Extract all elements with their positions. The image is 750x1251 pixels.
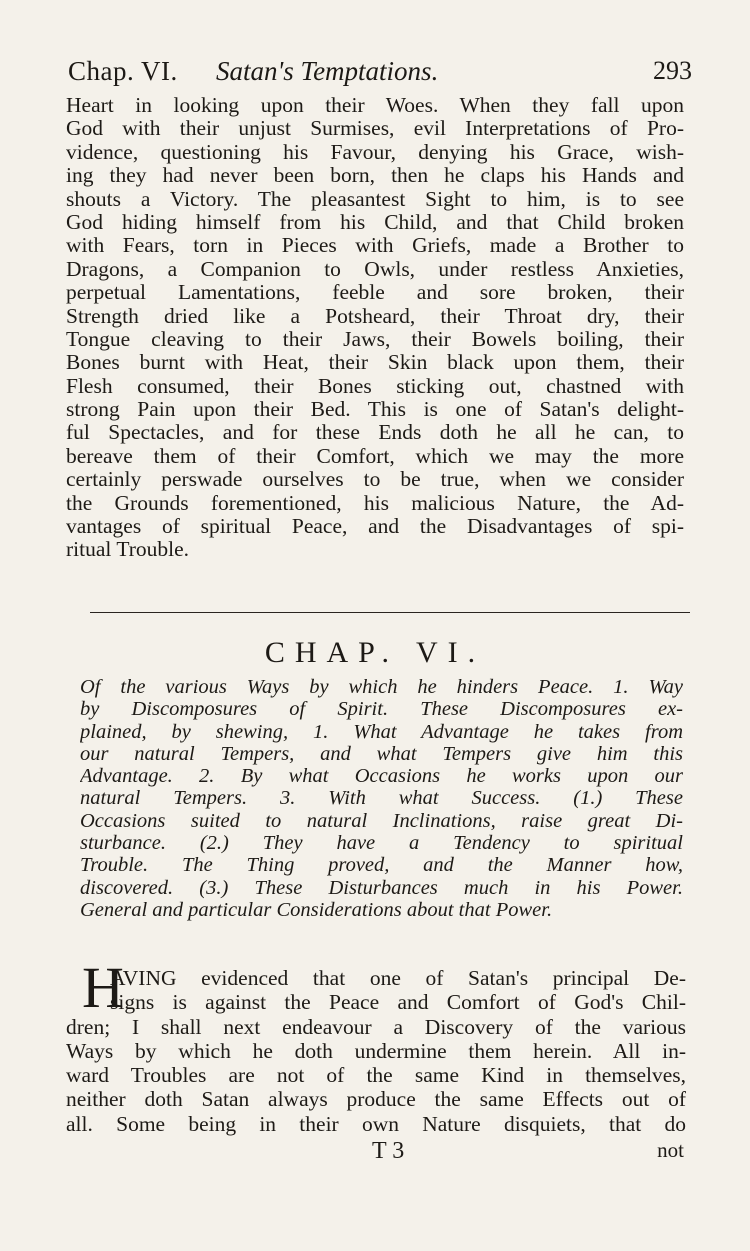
summary-line: General and particular Considerations about that Power. xyxy=(80,898,553,921)
text-line: ful Spectacles, and for these Ends doth he all he can, to xyxy=(66,421,684,445)
text-line: ing they had never been born, then he claps his Hands and xyxy=(66,164,684,188)
text-line: perpetual Lamentations, feeble and sore broken, their xyxy=(66,281,684,305)
text-line: signs is against the Peace and Comfort of God's Chil- xyxy=(110,990,686,1015)
header-chapter: Chap. VI. xyxy=(68,56,178,86)
text-line: Bones burnt with Heat, their Skin black upon them, their xyxy=(66,351,684,375)
summary-line: sturbance. (2.) They have a Tendency to spiritual xyxy=(80,832,683,855)
section-divider xyxy=(90,612,690,613)
page-footer xyxy=(0,1138,750,1168)
summary-line: Of the various Ways by which he hinders Peace. 1. Way xyxy=(80,676,683,698)
drop-cap: H xyxy=(82,955,124,1020)
text-line: with Fears, torn in Pieces with Griefs, made a Brother to xyxy=(66,234,684,258)
text-line: Flesh consumed, their Bones sticking out, chastned with xyxy=(66,374,684,398)
text-line: Ways by which he doth undermine them herein. All in- xyxy=(66,1038,686,1063)
text-line: strong Pain upon their Bed. This is one of Satan's delight- xyxy=(66,398,684,422)
text-line: vantages of spiritual Peace, and the Disadvantages of spi- xyxy=(66,515,684,539)
summary-line: Occasions suited to natural Inclinations, raise great Di- xyxy=(80,809,683,832)
text-line: Strength dried like a Potsheard, their Throat dry, their xyxy=(66,304,684,328)
summary-line: by Discomposures of Spirit. These Discomposures ex- xyxy=(80,698,683,721)
text-line: God with their unjust Surmises, evil Interpretations of Pro- xyxy=(66,117,684,141)
signature-mark: T 3 xyxy=(372,1138,405,1164)
summary-line: discovered. (3.) These Disturbances much in his Power. xyxy=(80,876,683,899)
running-header xyxy=(68,56,692,96)
text-line: Dragons, a Companion to Owls, under restless Anxieties, xyxy=(66,257,684,281)
summary-line: Advantage. 2. By what Occasions he works upon our xyxy=(80,765,683,788)
summary-line: Trouble. The Thing proved, and the Manner how, xyxy=(80,854,683,877)
body-text-bottom xyxy=(66,966,686,1136)
text-line: vidence, questioning his Favour, denying his Grace, wish- xyxy=(66,140,684,164)
text-line: ritual Trouble. xyxy=(66,538,190,562)
text-line: the Grounds forementioned, his malicious Nature, the Ad- xyxy=(66,491,684,515)
text-line: bereave them of their Comfort, which we may the more xyxy=(66,444,684,468)
summary-line: plained, by shewing, 1. What Advantage he takes from xyxy=(80,720,683,743)
text-line: God hiding himself from his Child, and that Child broken xyxy=(66,210,684,234)
text-line: neither doth Satan always produce the same Effects out of xyxy=(66,1087,686,1112)
text-line: AVING evidenced that one of Satan's principal De- xyxy=(110,966,686,990)
chapter-heading: CHAP. VI. xyxy=(264,636,486,669)
text-line: Tongue cleaving to their Jaws, their Bowels boiling, their xyxy=(66,327,684,351)
text-line: shouts a Victory. The pleasantest Sight to him, is to see xyxy=(66,187,684,211)
text-line: ward Troubles are not of the same Kind in themselves, xyxy=(66,1063,686,1088)
text-line: Heart in looking upon their Woes. When they fall upon xyxy=(66,94,684,117)
text-line: all. Some being in their own Nature disquiets, that do xyxy=(66,1111,686,1136)
header-running-title: Satan's Temptations. xyxy=(216,56,439,86)
summary-line: natural Tempers. 3. With what Success. (1.) These xyxy=(80,787,683,810)
text-line: certainly perswade ourselves to be true, when we consider xyxy=(66,468,684,492)
summary-line: our natural Tempers, and what Tempers give him this xyxy=(80,742,683,765)
page-number: 293 xyxy=(653,56,692,85)
catchword: not xyxy=(657,1138,684,1162)
chapter-summary xyxy=(80,676,683,921)
body-text-top xyxy=(66,94,684,562)
text-line: dren; I shall next endeavour a Discovery of the various xyxy=(66,1014,686,1039)
